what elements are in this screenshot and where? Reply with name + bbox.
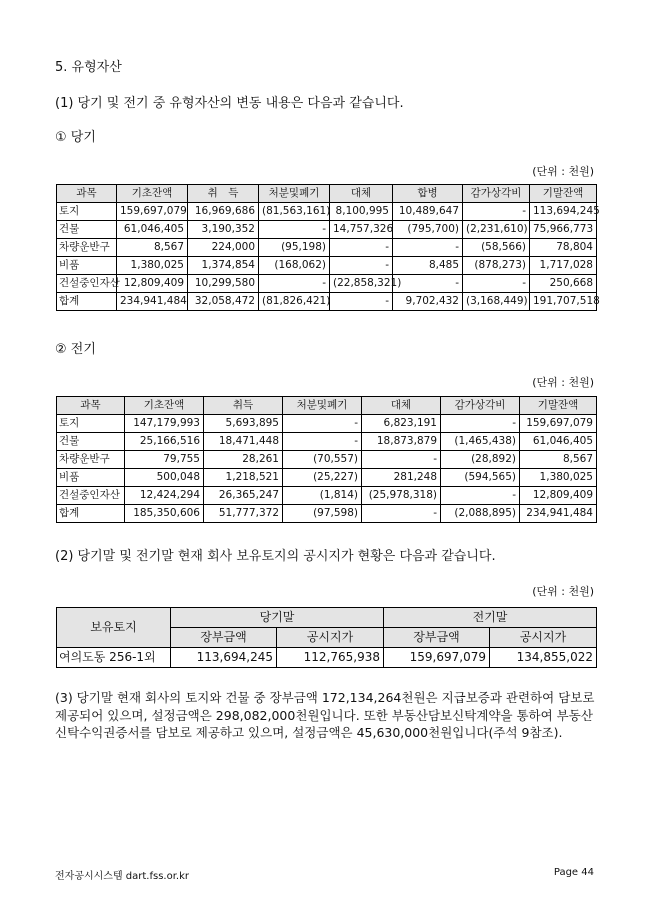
- column-header: 처분및폐기: [283, 397, 362, 415]
- value-cell: (81,563,161): [259, 203, 330, 221]
- value-cell: 26,365,247: [204, 487, 283, 505]
- row-label-cell: 건설중인자산: [57, 487, 125, 505]
- table-header-row: [57, 185, 597, 203]
- row-label-cell: 합계: [57, 293, 117, 311]
- value-cell: (95,198): [259, 239, 330, 257]
- value-cell: -: [393, 239, 463, 257]
- table-row: [57, 469, 597, 487]
- value-cell: -: [283, 433, 362, 451]
- section-title: 5. 유형자산: [55, 60, 122, 75]
- row-label-cell: 비품: [57, 257, 117, 275]
- value-cell: 32,058,472: [188, 293, 259, 311]
- value-cell: (22,858,321): [330, 275, 393, 293]
- column-header: 기초잔액: [117, 185, 188, 203]
- value-cell: 159,697,079: [117, 203, 188, 221]
- prior-unit: (단위 : 천원): [532, 376, 594, 389]
- column-header: 대체: [362, 397, 441, 415]
- value-cell: 25,166,516: [125, 433, 204, 451]
- land-intro: (2) 당기말 및 전기말 현재 회사 보유토지의 공시지가 현황은 다음과 같습니다.: [55, 549, 496, 564]
- value-cell: 1,374,854: [188, 257, 259, 275]
- row-label-cell: 비품: [57, 469, 125, 487]
- value-cell: -: [259, 221, 330, 239]
- value-cell: 16,969,686: [188, 203, 259, 221]
- value-cell: (2,088,895): [441, 505, 520, 523]
- row-label-cell: 건물: [57, 433, 125, 451]
- current-heading: ① 당기: [55, 130, 96, 145]
- row-label-cell: 합계: [57, 505, 125, 523]
- value-cell: 281,248: [362, 469, 441, 487]
- value-cell: 5,693,895: [204, 415, 283, 433]
- value-cell: -: [362, 505, 441, 523]
- value-cell: (3,168,449): [463, 293, 530, 311]
- table-row: [57, 451, 597, 469]
- value-cell: 9,702,432: [393, 293, 463, 311]
- prior-heading: ② 전기: [55, 342, 96, 357]
- row-label-cell: 건물: [57, 221, 117, 239]
- value-cell: 113,694,245: [530, 203, 597, 221]
- column-header: 기말잔액: [530, 185, 597, 203]
- table-row: [57, 433, 597, 451]
- value-cell: 10,299,580: [188, 275, 259, 293]
- land-unit: (단위 : 천원): [532, 585, 594, 598]
- row-label-cell: 토지: [57, 415, 125, 433]
- table-row: [57, 275, 597, 293]
- value-cell: (168,062): [259, 257, 330, 275]
- column-header: 취득: [204, 397, 283, 415]
- col-land: 보유토지: [57, 608, 171, 648]
- value-cell: 61,046,405: [520, 433, 597, 451]
- value-cell: 3,190,352: [188, 221, 259, 239]
- table-row: [57, 203, 597, 221]
- value-cell: 185,350,606: [125, 505, 204, 523]
- column-header: 대체: [330, 185, 393, 203]
- value-cell: -: [463, 275, 530, 293]
- value-cell: 1,717,028: [530, 257, 597, 275]
- value-cell: 78,804: [530, 239, 597, 257]
- row-label-cell: 차량운반구: [57, 451, 125, 469]
- current-official-cell: 112,765,938: [277, 648, 384, 668]
- column-header: 기말잔액: [520, 397, 597, 415]
- value-cell: -: [283, 415, 362, 433]
- column-header: 합병: [393, 185, 463, 203]
- value-cell: 18,471,448: [204, 433, 283, 451]
- table-row: [57, 239, 597, 257]
- value-cell: 14,757,326: [330, 221, 393, 239]
- value-cell: 234,941,484: [520, 505, 597, 523]
- value-cell: 28,261: [204, 451, 283, 469]
- col-current-official: 공시지가: [277, 628, 384, 648]
- value-cell: 159,697,079: [520, 415, 597, 433]
- value-cell: (28,892): [441, 451, 520, 469]
- col-prior: 전기말: [384, 608, 597, 628]
- value-cell: (878,273): [463, 257, 530, 275]
- prior-official-cell: 134,855,022: [490, 648, 597, 668]
- value-cell: 12,424,294: [125, 487, 204, 505]
- value-cell: -: [362, 451, 441, 469]
- value-cell: -: [259, 275, 330, 293]
- column-header: 과목: [57, 185, 117, 203]
- value-cell: (25,227): [283, 469, 362, 487]
- current-book-cell: 113,694,245: [171, 648, 277, 668]
- prior-period-table: [56, 396, 597, 523]
- row-label-cell: 건설중인자산: [57, 275, 117, 293]
- value-cell: -: [463, 203, 530, 221]
- value-cell: 8,485: [393, 257, 463, 275]
- table-row: [57, 221, 597, 239]
- value-cell: 12,809,409: [117, 275, 188, 293]
- value-cell: -: [330, 239, 393, 257]
- value-cell: 79,755: [125, 451, 204, 469]
- col-prior-book: 장부금액: [384, 628, 490, 648]
- col-current-book: 장부금액: [171, 628, 277, 648]
- value-cell: (25,978,318): [362, 487, 441, 505]
- value-cell: 147,179,993: [125, 415, 204, 433]
- land-name-cell: 여의도동 256-1외: [57, 648, 171, 668]
- value-cell: (58,566): [463, 239, 530, 257]
- prior-book-cell: 159,697,079: [384, 648, 490, 668]
- column-header: 취 득: [188, 185, 259, 203]
- value-cell: (795,700): [393, 221, 463, 239]
- value-cell: (594,565): [441, 469, 520, 487]
- value-cell: 51,777,372: [204, 505, 283, 523]
- row-label-cell: 차량운반구: [57, 239, 117, 257]
- value-cell: 75,966,773: [530, 221, 597, 239]
- table-row: [57, 415, 597, 433]
- value-cell: 234,941,484: [117, 293, 188, 311]
- value-cell: 61,046,405: [117, 221, 188, 239]
- value-cell: -: [330, 293, 393, 311]
- table-row: [57, 487, 597, 505]
- intro-text: (1) 당기 및 전기 중 유형자산의 변동 내용은 다음과 같습니다.: [55, 96, 404, 111]
- column-header: 감가상각비: [463, 185, 530, 203]
- table-row: [57, 257, 597, 275]
- value-cell: (81,826,421): [259, 293, 330, 311]
- land-price-table: [56, 607, 597, 668]
- value-cell: (2,231,610): [463, 221, 530, 239]
- value-cell: (70,557): [283, 451, 362, 469]
- note-3-text: (3) 당기말 현재 회사의 토지와 건물 중 장부금액 172,134,264천원은 지급보증과 관련하여 담보로 제공되어 있으며, 설정금액은 298,082,000천원입니다. 또한 부동산담보신탁계약을 통하여 부동산신탁수익권증서를 담보로 제공하고 있으며, 설정금액은 45,630,000천원입니다(주석 9참조).: [55, 690, 595, 740]
- current-unit: (단위 : 천원): [532, 165, 594, 178]
- column-header: 과목: [57, 397, 125, 415]
- value-cell: 6,823,191: [362, 415, 441, 433]
- current-period-table: [56, 184, 600, 311]
- value-cell: 250,668: [530, 275, 597, 293]
- value-cell: 18,873,879: [362, 433, 441, 451]
- value-cell: 500,048: [125, 469, 204, 487]
- col-prior-official: 공시지가: [490, 628, 597, 648]
- value-cell: 10,489,647: [393, 203, 463, 221]
- footer-site: 전자공시시스템 dart.fss.or.kr: [55, 871, 189, 882]
- value-cell: -: [441, 415, 520, 433]
- value-cell: 8,567: [117, 239, 188, 257]
- value-cell: 1,218,521: [204, 469, 283, 487]
- col-current: 당기말: [171, 608, 384, 628]
- row-label-cell: 토지: [57, 203, 117, 221]
- value-cell: (97,598): [283, 505, 362, 523]
- value-cell: 224,000: [188, 239, 259, 257]
- value-cell: (1,465,438): [441, 433, 520, 451]
- column-header: 처분및폐기: [259, 185, 330, 203]
- footer-page: Page 44: [553, 867, 594, 878]
- value-cell: 8,100,995: [330, 203, 393, 221]
- column-header: 감가상각비: [441, 397, 520, 415]
- column-header: 기초잔액: [125, 397, 204, 415]
- value-cell: -: [441, 487, 520, 505]
- value-cell: 8,567: [520, 451, 597, 469]
- value-cell: -: [330, 257, 393, 275]
- table-row: [57, 648, 597, 668]
- table-header-row: [57, 397, 597, 415]
- table-row: [57, 505, 597, 523]
- value-cell: (1,814): [283, 487, 362, 505]
- value-cell: 1,380,025: [117, 257, 188, 275]
- table-row: [57, 293, 597, 311]
- value-cell: 191,707,518: [530, 293, 597, 311]
- value-cell: 1,380,025: [520, 469, 597, 487]
- value-cell: 12,809,409: [520, 487, 597, 505]
- value-cell: -: [393, 275, 463, 293]
